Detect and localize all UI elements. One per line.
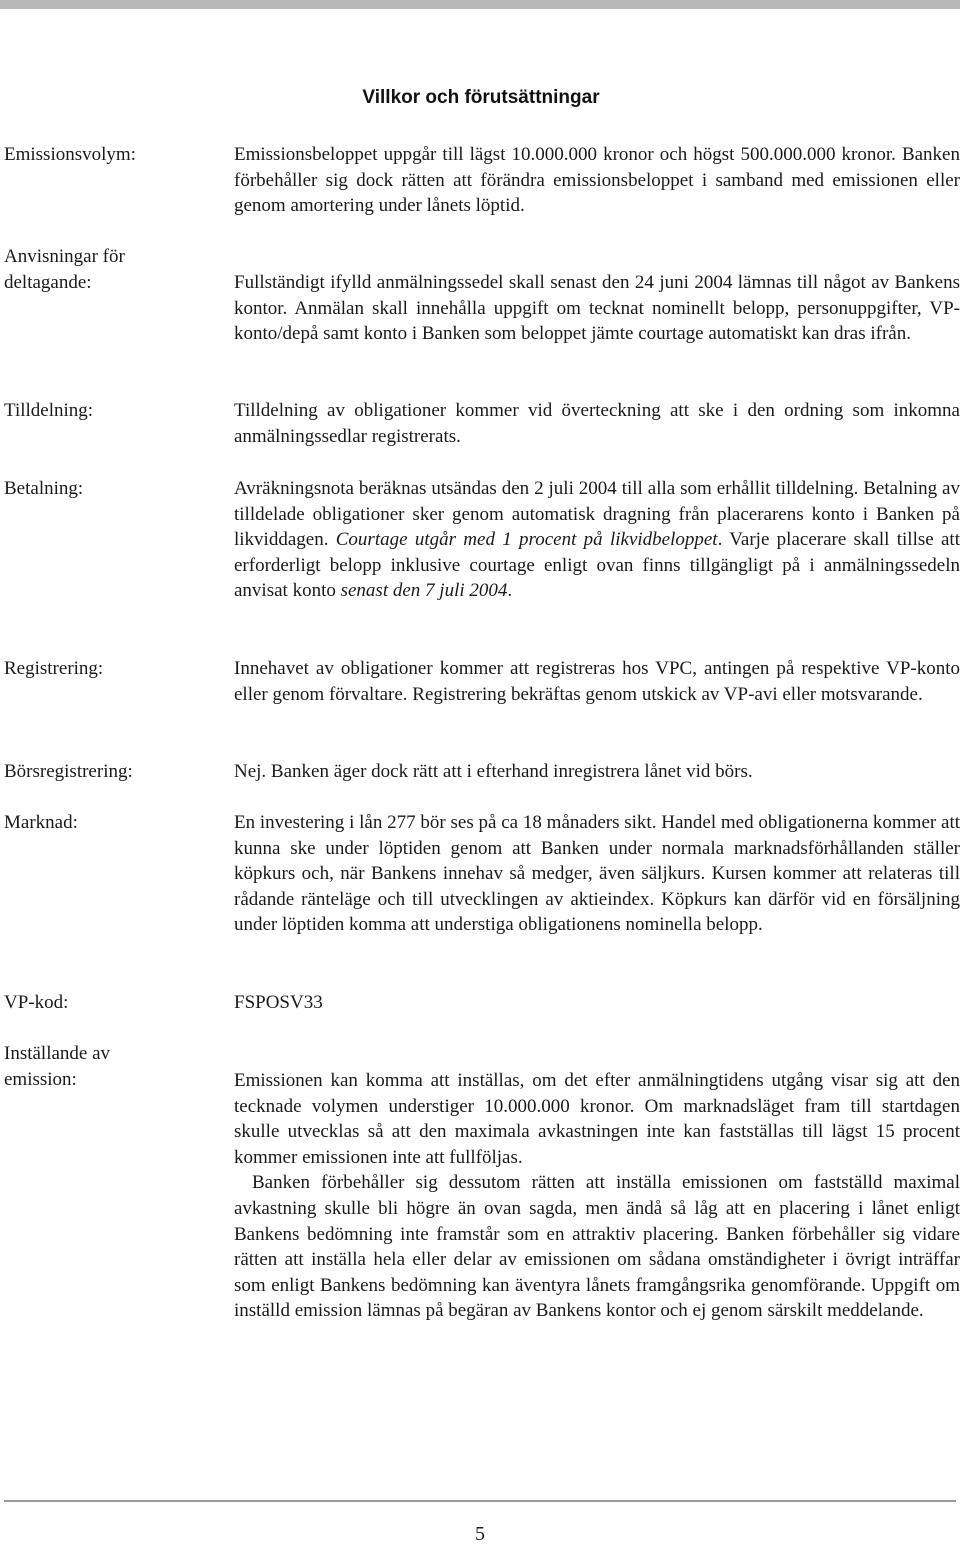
label-borsregistrering: Börsregistrering: [4, 761, 133, 782]
label-anvisningar-line1: Anvisningar för [4, 246, 125, 267]
label-emissionsvolym: Emissionsvolym: [4, 144, 136, 165]
label-marknad: Marknad: [4, 812, 78, 833]
label-installande-line2: emission: [4, 1068, 77, 1090]
betalning-deadline: senast den 7 juli 2004 [340, 580, 508, 602]
paragraph-borsregistrering: Nej. Banken äger dock rätt att i efterhand inregistrera lånet vid börs. [234, 761, 753, 782]
betalning-part1: Avräkningsnota beräknas utsändas den 2 juli 2004 till alla som erhållit tilldelning. Betalning av tilldelade obligationer sker genom automatisk dragning från placerarens konto i Banken på likviddagen. [234, 478, 960, 551]
label-installande [4, 1041, 224, 1092]
footer-divider [4, 1500, 956, 1502]
paragraph-emissionsvolym: Emissionsbeloppet uppgår till lägst 10.000.000 kronor och högst 500.000.000 kronor. Banken förbehåller sig dock rätten att förändra emissionsbeloppet i samband med emissionen eller genom amortering under lånets löptid. [234, 144, 960, 217]
vpkod-value: FSPOSV33 [234, 992, 323, 1013]
text-tilldelning [234, 398, 960, 449]
label-betalning: Betalning: [4, 478, 84, 499]
paragraph-anvisningar: Fullständigt ifylld anmälningssedel skall senast den 24 juni 2004 lämnas till något av Bankens kontor. Anmälan skall innehålla uppgift om tecknat nominellt belopp, personuppgifter, VP-konto/depå samt konto i Banken som beloppet jämte courtage automatiskt kan dras ifrån. [234, 272, 960, 345]
label-registrering: Registrering: [4, 658, 104, 679]
page-number: 5 [475, 1523, 485, 1545]
label-anvisningar-line2: deltagande: [4, 271, 92, 293]
text-marknad [234, 810, 960, 938]
label-tilldelning: Tilldelning: [4, 400, 94, 421]
label-installande-line1: Inställande av [4, 1043, 111, 1064]
text-vpkod [234, 990, 960, 1016]
text-registrering [234, 656, 960, 707]
betalning-part3: . [507, 580, 513, 602]
betalning-part2: . Varje placerare skall tillse att erforderligt belopp inklusive courtage enligt ovan finns tillgängligt på i anmälningssedeln anvisat konto [234, 529, 960, 602]
betalning-courtage-note: Courtage utgår med 1 procent på likvidbeloppet [335, 529, 718, 551]
label-vpkod: VP-kod: [4, 992, 69, 1013]
paragraph-marknad: En investering i lån 277 bör ses på ca 18 månaders sikt. Handel med obligationerna kommer att kunna ske under löptiden genom att Banken under normala marknadsförhållanden ställer köpkurs och, när Bankens innehav så medger, även säljkurs. Kursen kommer att relateras till rådande ränteläge och till utvecklingen av aktieindex. Köpkurs kan därför vid en försäljning under löptiden komma att understiga obligationens nominella belopp. [234, 812, 960, 936]
text-betalning [234, 476, 960, 604]
text-emissionsvolym [234, 142, 960, 219]
paragraph-registrering: Innehavet av obligationer kommer att registreras hos VPC, antingen på respektive VP-konto eller genom förvaltare. Registrering bekräftas genom utskick av VP-avi eller motsvarande. [234, 658, 960, 705]
paragraph-tilldelning: Tilldelning av obligationer kommer vid överteckning att ske i den ordning som inkomna anmälningssedlar registrerats. [234, 400, 960, 447]
text-anvisningar [234, 270, 960, 347]
paragraph-betalning [234, 476, 960, 604]
page-title: Villkor och förutsättningar [362, 87, 600, 108]
paragraph-installande-1: Emissionen kan komma att inställas, om det efter anmälningtidens utgång visar sig att den tecknade volymen understiger 10.000.000 kronor. Om marknadsläget fram till startdagen skulle utvecklas så att den maximala avkastningen inte kan fastställas till lägst 15 procent kommer emissionen inte att fullföljas. [234, 1070, 960, 1168]
text-installande [234, 1068, 960, 1324]
top-border [0, 0, 960, 9]
paragraph-installande-2: Banken förbehåller sig dessutom rätten att inställa emissionen om fastställd maximal avkastning skulle bli högre än ovan sagda, men ändå så låg att en placering i lånet enligt Bankens bedömning inte framstår som en attraktiv placering. Banken förbehåller sig vidare rätten att inställa hela eller delar av emissionen om sådana omständigheter i övrigt inträffar som enligt Bankens bedömning kan äventyra lånets framgångsrika genomförande. Uppgift om inställd emission lämnas på begäran av Bankens kontor och ej genom särskilt meddelande. [234, 1172, 960, 1322]
text-borsregistrering [234, 759, 960, 785]
label-anvisningar [4, 244, 224, 295]
